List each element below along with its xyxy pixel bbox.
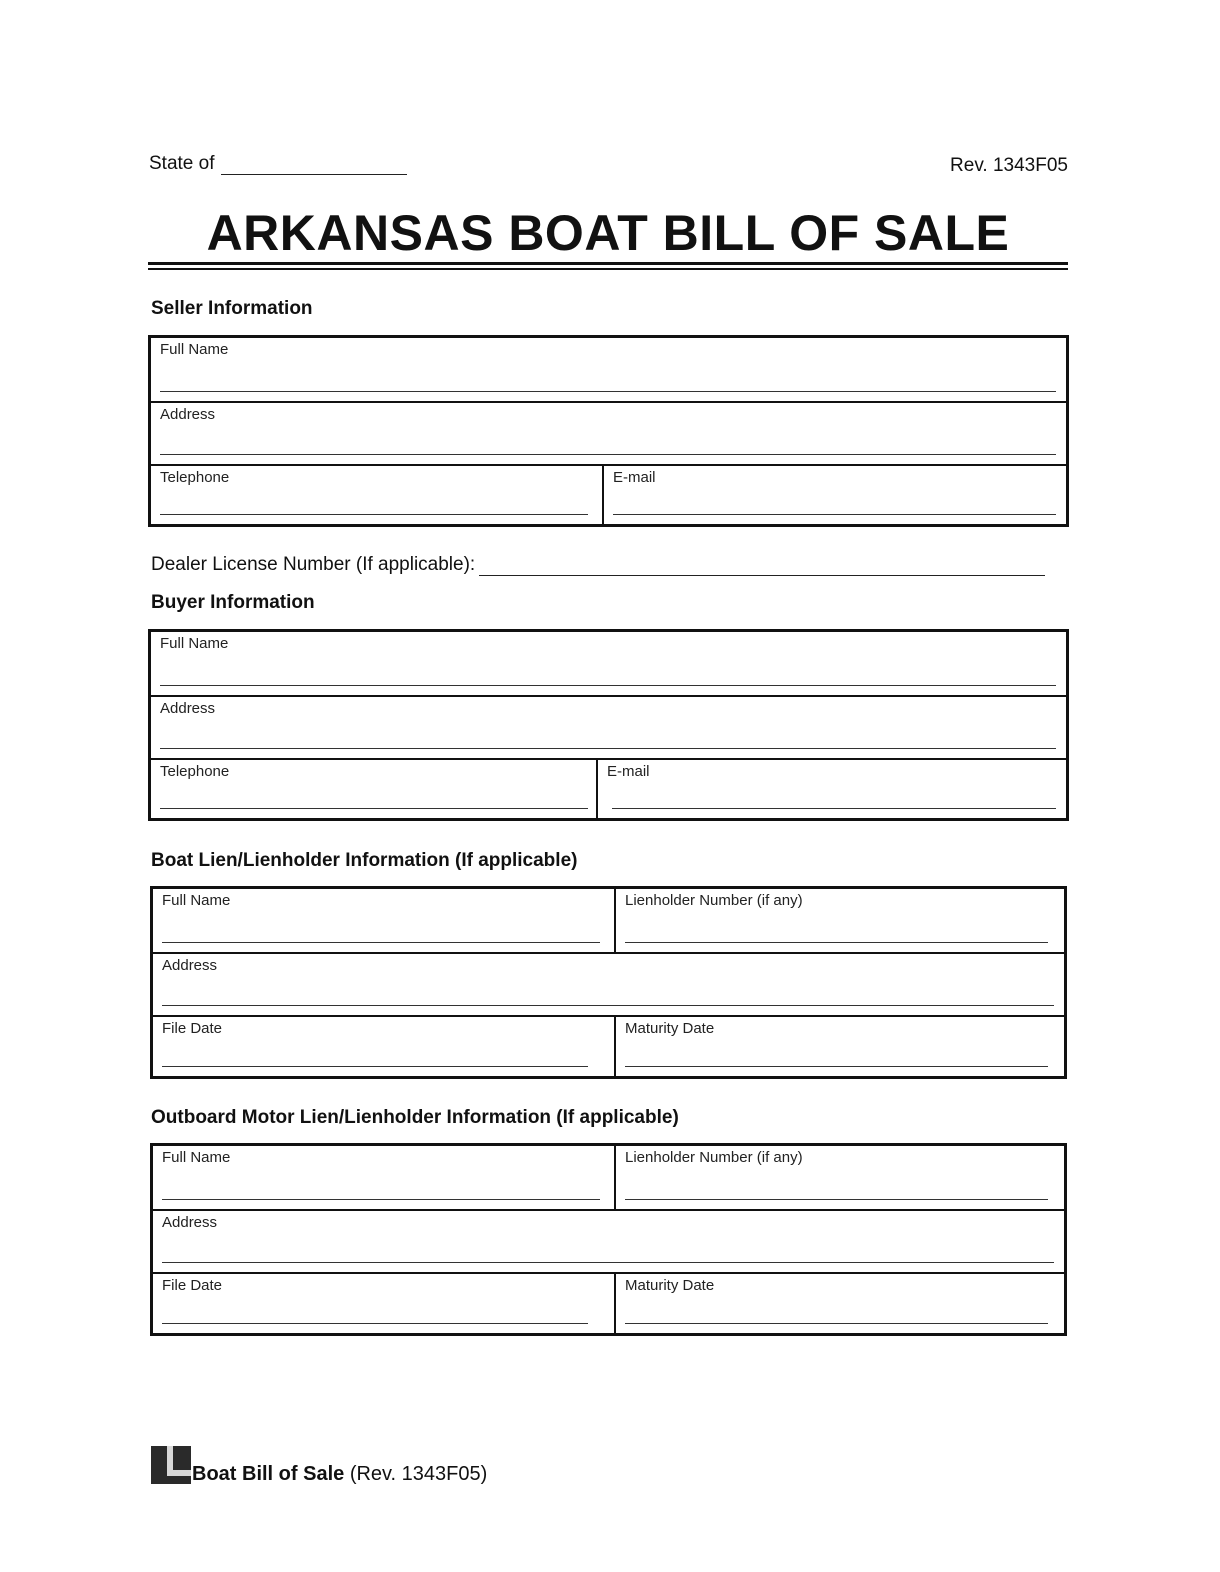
motor-lien-number-label: Lienholder Number (if any) <box>625 1149 803 1166</box>
boat-lien-table <box>150 886 1067 1079</box>
boat-lien-full-name-cell[interactable] <box>153 889 614 952</box>
buyer-full-name-cell[interactable] <box>151 632 1066 695</box>
boat-lien-maturity-date-input-line[interactable] <box>625 1066 1048 1067</box>
seller-full-name-row <box>151 338 1066 401</box>
footer-text <box>192 1464 487 1484</box>
state-input-line[interactable] <box>221 156 407 175</box>
title-rule-thick <box>148 262 1068 265</box>
motor-lien-address-cell[interactable] <box>153 1211 1064 1272</box>
motor-lien-top-row <box>153 1146 1064 1209</box>
motor-lien-address-input-line[interactable] <box>162 1262 1054 1263</box>
buyer-heading: Buyer Information <box>151 592 315 613</box>
motor-lien-maturity-date-label: Maturity Date <box>625 1277 715 1294</box>
motor-lien-file-date-label: File Date <box>162 1277 223 1294</box>
buyer-address-cell[interactable] <box>151 697 1066 758</box>
buyer-address-row <box>151 695 1066 758</box>
dealer-license-input-line[interactable] <box>479 555 1045 576</box>
title-rule-thin <box>148 268 1068 270</box>
footer <box>151 1446 487 1484</box>
motor-lien-full-name-cell[interactable] <box>153 1146 614 1209</box>
seller-address-input-line[interactable] <box>160 454 1056 455</box>
motor-lien-table <box>150 1143 1067 1336</box>
seller-full-name-cell[interactable] <box>151 338 1066 401</box>
motor-lien-maturity-date-input-line[interactable] <box>625 1323 1048 1324</box>
buyer-email-input-line[interactable] <box>612 808 1056 809</box>
boat-lien-number-cell[interactable] <box>614 889 1064 952</box>
dealer-license-label: Dealer License Number (If applicable): <box>151 554 476 575</box>
boat-lien-file-date-label: File Date <box>162 1020 223 1037</box>
boat-lien-file-date-input-line[interactable] <box>162 1066 588 1067</box>
boat-lien-maturity-date-cell[interactable] <box>614 1017 1064 1076</box>
seller-full-name-input-line[interactable] <box>160 391 1056 392</box>
seller-email-input-line[interactable] <box>613 514 1056 515</box>
buyer-email-cell[interactable] <box>596 760 1066 818</box>
motor-lien-heading: Outboard Motor Lien/Lienholder Information (If applicable) <box>151 1107 679 1128</box>
seller-table <box>148 335 1069 527</box>
seller-email-cell[interactable] <box>602 466 1066 524</box>
boat-lien-file-date-cell[interactable] <box>153 1017 614 1076</box>
seller-telephone-cell[interactable] <box>151 466 602 524</box>
boat-lien-maturity-date-label: Maturity Date <box>625 1020 715 1037</box>
seller-heading: Seller Information <box>151 298 313 319</box>
motor-lien-dates-row <box>153 1272 1064 1333</box>
footer-doc-name: Boat Bill of Sale <box>192 1463 345 1485</box>
boat-lien-top-row <box>153 889 1064 952</box>
dealer-license-field <box>151 554 1045 576</box>
buyer-contact-row <box>151 758 1066 818</box>
buyer-full-name-input-line[interactable] <box>160 685 1056 686</box>
motor-lien-full-name-input-line[interactable] <box>162 1199 600 1200</box>
seller-address-row <box>151 401 1066 464</box>
boat-lien-heading: Boat Lien/Lienholder Information (If applicable) <box>151 850 578 871</box>
revision-number: Rev. 1343F05 <box>950 155 1068 176</box>
buyer-address-input-line[interactable] <box>160 748 1056 749</box>
motor-lien-file-date-input-line[interactable] <box>162 1323 588 1324</box>
motor-lien-number-cell[interactable] <box>614 1146 1064 1209</box>
buyer-telephone-input-line[interactable] <box>160 808 588 809</box>
buyer-email-label: E-mail <box>607 763 650 780</box>
state-label: State of <box>149 153 215 174</box>
boat-lien-dates-row <box>153 1015 1064 1076</box>
buyer-telephone-cell[interactable] <box>151 760 596 818</box>
seller-address-cell[interactable] <box>151 403 1066 464</box>
seller-address-label: Address <box>160 406 216 423</box>
motor-lien-file-date-cell[interactable] <box>153 1274 614 1333</box>
seller-email-label: E-mail <box>613 469 656 486</box>
seller-telephone-label: Telephone <box>160 469 230 486</box>
motor-lien-address-label: Address <box>162 1214 218 1231</box>
motor-lien-maturity-date-cell[interactable] <box>614 1274 1064 1333</box>
state-field <box>149 153 407 175</box>
document-title: ARKANSAS BOAT BILL OF SALE <box>206 205 1010 261</box>
seller-telephone-input-line[interactable] <box>160 514 588 515</box>
boat-lien-address-label: Address <box>162 957 218 974</box>
buyer-table <box>148 629 1069 821</box>
motor-lien-address-row <box>153 1209 1064 1272</box>
boat-lien-full-name-label: Full Name <box>162 892 231 909</box>
boat-lien-number-label: Lienholder Number (if any) <box>625 892 803 909</box>
buyer-telephone-label: Telephone <box>160 763 230 780</box>
logo-icon <box>151 1446 191 1484</box>
motor-lien-full-name-label: Full Name <box>162 1149 231 1166</box>
footer-revision: (Rev. 1343F05) <box>349 1463 488 1485</box>
boat-lien-full-name-input-line[interactable] <box>162 942 600 943</box>
buyer-address-label: Address <box>160 700 216 717</box>
seller-full-name-label: Full Name <box>160 341 229 358</box>
motor-lien-number-input-line[interactable] <box>625 1199 1048 1200</box>
boat-lien-number-input-line[interactable] <box>625 942 1048 943</box>
boat-lien-address-cell[interactable] <box>153 954 1064 1015</box>
boat-lien-address-row <box>153 952 1064 1015</box>
seller-contact-row <box>151 464 1066 524</box>
buyer-full-name-row <box>151 632 1066 695</box>
boat-lien-address-input-line[interactable] <box>162 1005 1054 1006</box>
buyer-full-name-label: Full Name <box>160 635 229 652</box>
